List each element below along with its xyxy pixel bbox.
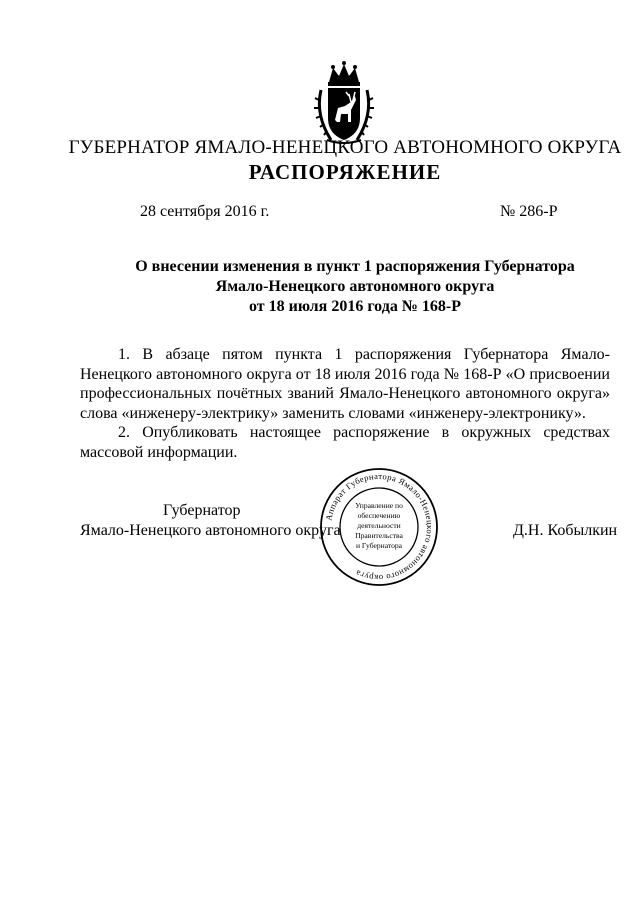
body-paragraph: 2. Опубликовать настоящее распоряжение в окружных средствах массовой информации.	[80, 424, 610, 461]
signatory-name: Д.Н. Кобылкин	[513, 522, 618, 539]
body-paragraph: 1. В абзаце пятом пункта 1 распоряжения Губернатора Ямало-Ненецкого автономного округа от 18 июля 2016 года № 168-Р «О присвоении профессиональных почётных званий Ямало-Ненецкого автономного округа» слова «инженеру-электрику» заменить словами «инженеру-электронику».	[80, 346, 610, 422]
issuer-title: ГУБЕРНАТОР ЯМАЛО-НЕНЕЦКОГО АВТОНОМНОГО ОКРУГА	[68, 137, 622, 158]
document-date: 28 сентября 2016 г.	[140, 203, 270, 220]
coat-of-arms-emblem	[311, 60, 377, 146]
official-seal-stamp	[318, 466, 440, 588]
seal-center-text: обеспечению	[357, 511, 401, 520]
seal-center-text: и Губернатора	[355, 541, 403, 550]
subject-line: О внесении изменения в пункт 1 распоряжения Губернатора	[135, 258, 575, 275]
document-number: № 286-Р	[500, 203, 558, 220]
seal-center-text: Управление по	[355, 501, 403, 510]
document-type: РАСПОРЯЖЕНИЕ	[248, 160, 442, 184]
subject-line: Ямало-Ненецкого автономного округа	[215, 278, 495, 295]
seal-center-text: Правительства	[355, 531, 403, 540]
document-body	[80, 345, 610, 462]
seal-center-text: деятельности	[357, 521, 401, 530]
seal-ring-text: Аппарат Губернатора Ямало-Ненецкого автономного округа	[323, 470, 436, 584]
signatory-title-line: Губернатор	[163, 502, 241, 519]
signatory-title-line: Ямало-Ненецкого автономного округа	[80, 522, 341, 539]
document-subject	[120, 257, 590, 317]
subject-line: от 18 июля 2016 года № 168-Р	[248, 298, 461, 315]
